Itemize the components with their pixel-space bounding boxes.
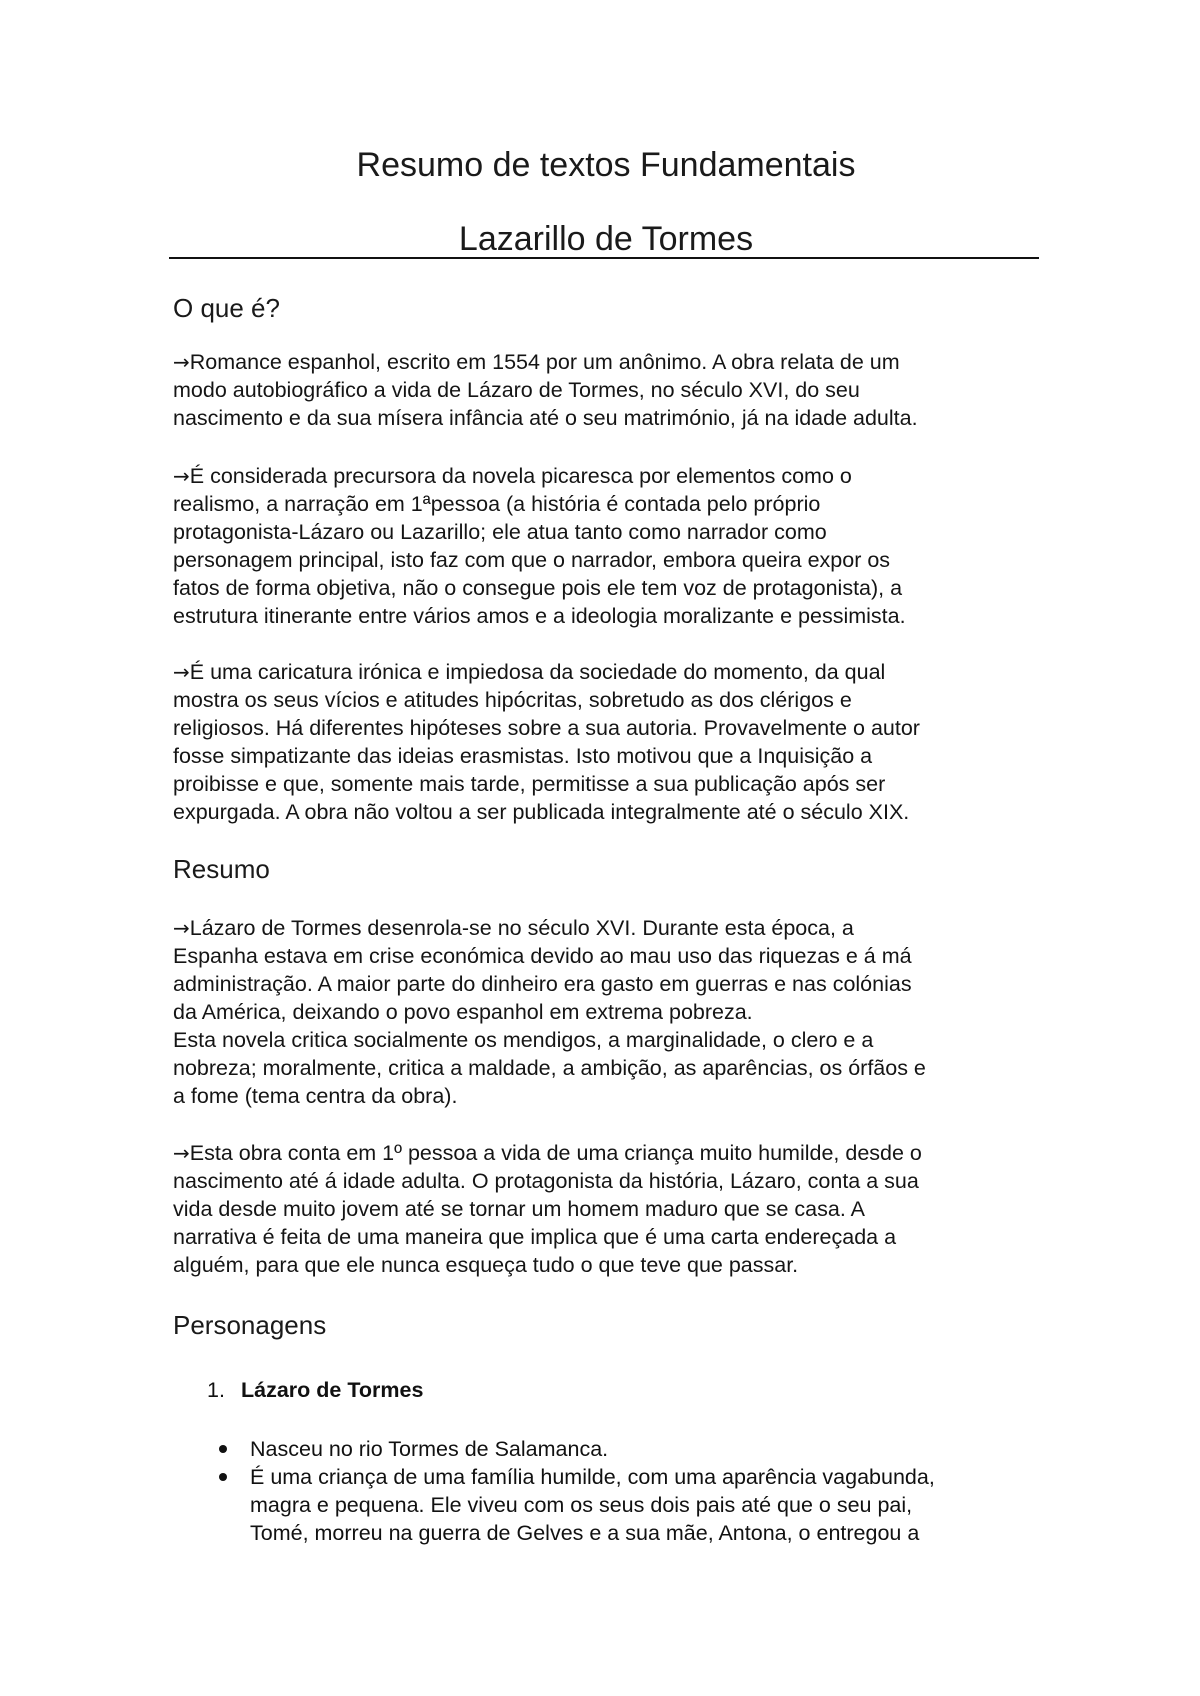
paragraph-line: modo autobiográfico a vida de Lázaro de Tormes, no século XVI, do seu xyxy=(173,378,860,402)
bullet-icon xyxy=(219,1445,227,1453)
paragraph-line: expurgada. A obra não voltou a ser publicada integralmente até o século XIX. xyxy=(173,800,910,824)
bullet-icon xyxy=(219,1473,227,1481)
arrow-icon: → xyxy=(173,916,190,940)
paragraph-line: da América, deixando o povo espanhol em extrema pobreza. xyxy=(173,1000,753,1024)
list-item-line: Nasceu no rio Tormes de Salamanca. xyxy=(250,1437,609,1461)
paragraph-line: →É considerada precursora da novela picaresca por elementos como o xyxy=(173,464,852,488)
item-name: Lázaro de Tormes xyxy=(241,1378,424,1402)
paragraph-line: →É uma caricatura irónica e impiedosa da sociedade do momento, da qual xyxy=(173,660,886,684)
paragraph-line: narrativa é feita de uma maneira que implica que é uma carta endereçada a xyxy=(173,1225,897,1249)
paragraph-line: administração. A maior parte do dinheiro era gasto em guerras e nas colónias xyxy=(173,972,912,996)
list-item xyxy=(215,1435,1045,1463)
paragraph-line: fosse simpatizante das ideias erasmistas. Isto motivou que a Inquisição a xyxy=(173,744,873,768)
paragraph-o-que-e-3 xyxy=(173,658,1043,826)
paragraph-line: alguém, para que ele nunca esqueça tudo o que teve que passar. xyxy=(173,1253,799,1277)
section-heading-resumo: Resumo xyxy=(173,854,270,884)
paragraph-line: nascimento até á idade adulta. O protagonista da história, Lázaro, conta a sua xyxy=(173,1169,919,1193)
numbered-item-lazaro xyxy=(207,1376,423,1404)
paragraph-line: realismo, a narração em 1ªpessoa (a história é contada pelo próprio xyxy=(173,492,821,516)
paragraph-line: mostra os seus vícios e atitudes hipócritas, sobretudo as dos clérigos e xyxy=(173,688,852,712)
paragraph-line: →Esta obra conta em 1º pessoa a vida de uma criança muito humilde, desde o xyxy=(173,1141,922,1165)
paragraph-line: estrutura itinerante entre vários amos e a ideologia moralizante e pessimista. xyxy=(173,604,906,628)
paragraph-line: →Lázaro de Tormes desenrola-se no século XVI. Durante esta época, a xyxy=(173,916,854,940)
document-subtitle: Lazarillo de Tormes xyxy=(458,220,754,258)
document-title: Resumo de textos Fundamentais xyxy=(356,146,856,184)
list-item-line: É uma criança de uma família humilde, com uma aparência vagabunda, xyxy=(250,1465,935,1489)
arrow-icon: → xyxy=(173,350,190,374)
arrow-icon: → xyxy=(173,1141,190,1165)
arrow-icon: → xyxy=(173,464,190,488)
paragraph-resumo-2 xyxy=(173,1139,1043,1279)
paragraph-line: proibisse e que, somente mais tarde, permitisse a sua publicação após ser xyxy=(173,772,886,796)
list-item-line: Tomé, morreu na guerra de Gelves e a sua mãe, Antona, o entregou a xyxy=(250,1521,920,1545)
paragraph-line: Esta novela critica socialmente os mendigos, a marginalidade, o clero e a xyxy=(173,1028,874,1052)
paragraph-line: nascimento e da sua mísera infância até o seu matrimónio, já na idade adulta. xyxy=(173,406,918,430)
document-page xyxy=(173,0,1039,1696)
bullet-list xyxy=(215,1435,1045,1547)
item-number: 1. xyxy=(207,1378,225,1402)
paragraph-line: personagem principal, isto faz com que o narrador, embora queira expor os xyxy=(173,548,891,572)
paragraph-line: vida desde muito jovem até se tornar um homem maduro que se casa. A xyxy=(173,1197,865,1221)
list-item xyxy=(215,1463,1045,1547)
paragraph-line: nobreza; moralmente, critica a maldade, a ambição, as aparências, os órfãos e xyxy=(173,1056,926,1080)
list-item-line: magra e pequena. Ele viveu com os seus dois pais até que o seu pai, xyxy=(250,1493,913,1517)
section-heading-personagens: Personagens xyxy=(173,1310,327,1340)
paragraph-line: →Romance espanhol, escrito em 1554 por um anônimo. A obra relata de um xyxy=(173,350,900,374)
paragraph-line: Espanha estava em crise económica devido ao mau uso das riquezas e á má xyxy=(173,944,912,968)
paragraph-o-que-e-2 xyxy=(173,462,1043,630)
paragraph-line: a fome (tema centra da obra). xyxy=(173,1084,458,1108)
paragraph-o-que-e-1 xyxy=(173,348,1043,432)
arrow-icon: → xyxy=(173,660,190,684)
section-heading-o-que-e: O que é? xyxy=(173,293,280,323)
paragraph-line: protagonista-Lázaro ou Lazarillo; ele atua tanto como narrador como xyxy=(173,520,827,544)
paragraph-line: religiosos. Há diferentes hipóteses sobre a sua autoria. Provavelmente o autor xyxy=(173,716,920,740)
paragraph-resumo-1 xyxy=(173,914,1043,1110)
paragraph-line: fatos de forma objetiva, não o consegue pois ele tem voz de protagonista), a xyxy=(173,576,903,600)
title-underline xyxy=(169,257,1039,259)
